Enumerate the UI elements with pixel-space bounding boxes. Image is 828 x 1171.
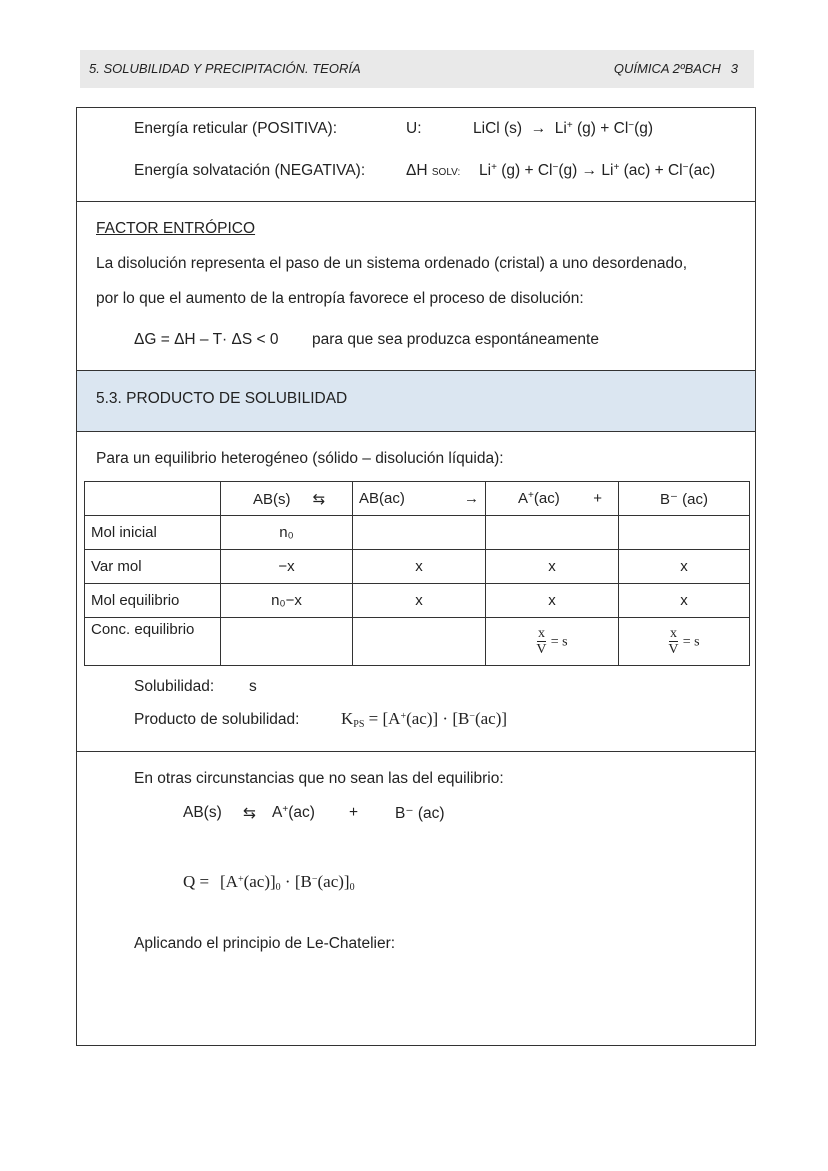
ksp-label: Producto de solubilidad: bbox=[134, 711, 300, 728]
reaction-arrow: ⇆ bbox=[243, 805, 256, 822]
fraction-denominator: V bbox=[668, 642, 679, 657]
gibbs-note: para que sea produzca espontáneamente bbox=[312, 331, 599, 348]
fraction bbox=[668, 626, 678, 657]
table-cell: n₀−x bbox=[221, 584, 353, 618]
header-cation bbox=[486, 482, 619, 516]
quotient-section bbox=[76, 751, 756, 1046]
table-cell: −x bbox=[221, 550, 353, 584]
reticular-equation: LiCl (s) → Li+ (g) + Cl−(g) bbox=[473, 120, 654, 137]
solubility-label: Solubilidad: bbox=[134, 678, 215, 695]
entropy-line-2: por lo que el aumento de la entropía favorece el proceso de disolución: bbox=[96, 290, 584, 307]
reticular-label: Energía reticular (POSITIVA): bbox=[134, 120, 337, 137]
table-cell: x bbox=[486, 550, 619, 584]
table-row bbox=[85, 550, 750, 584]
table-cell: x bbox=[486, 584, 619, 618]
table-cell bbox=[486, 516, 619, 550]
reaction-a-plus: A+(ac) bbox=[272, 804, 315, 821]
table-cell bbox=[353, 516, 486, 550]
solvation-delta-h: ΔH bbox=[406, 162, 428, 179]
header-a-plus: A+(ac) bbox=[518, 490, 560, 507]
table-cell: x bbox=[619, 584, 750, 618]
table-corner bbox=[85, 482, 221, 516]
solvation-symbol bbox=[406, 162, 460, 180]
header-ab-s: AB(s) bbox=[253, 490, 291, 508]
reaction-b-minus: B⁻ (ac) bbox=[395, 805, 445, 822]
equilibrium-arrow: ⇆ bbox=[312, 490, 326, 508]
table-cell bbox=[619, 516, 750, 550]
ksp-intro: Para un equilibrio heterogéneo (sólido – disolución líquida): bbox=[96, 450, 504, 467]
table-cell bbox=[353, 618, 486, 666]
page-header bbox=[80, 50, 754, 88]
header-ab-ac: AB(ac) bbox=[359, 490, 405, 507]
section-title-bar bbox=[76, 370, 756, 432]
q-expression: $[A^+(ac)]_0 \cdot [B^-(ac)]_0$ bbox=[220, 872, 355, 893]
header-anion: B⁻ (ac) bbox=[619, 482, 750, 516]
solvation-subscript: SOLV: bbox=[431, 167, 461, 178]
header-aqueous bbox=[353, 482, 486, 516]
table-cell: x bbox=[353, 550, 486, 584]
row-label: Mol equilibrio bbox=[85, 584, 221, 618]
ksp-expression: $K_{PS} = [A^+(ac)] \cdot [B^-(ac)]$ bbox=[341, 709, 508, 730]
header-subject: QUÍMICA 2ºBACH bbox=[613, 61, 721, 76]
header-plus: + bbox=[593, 490, 602, 507]
lechatelier-text: Aplicando el principio de Le-Chatelier: bbox=[134, 935, 396, 952]
table-cell: x bbox=[353, 584, 486, 618]
gibbs-formula: ΔG = ΔH – T· ΔS < 0 bbox=[134, 331, 279, 348]
equilibrium-table bbox=[84, 481, 750, 666]
reaction-plus: + bbox=[349, 804, 359, 821]
header-solid bbox=[221, 482, 353, 516]
table-row bbox=[85, 516, 750, 550]
reaction-ab: AB(s) bbox=[183, 804, 222, 821]
entropy-section bbox=[76, 201, 756, 371]
q-label: Q = bbox=[183, 872, 210, 891]
section-title: 5.3. PRODUCTO DE SOLUBILIDAD bbox=[96, 390, 348, 407]
row-label: Var mol bbox=[85, 550, 221, 584]
row-label: Conc. equilibrio bbox=[85, 618, 221, 666]
solvation-equation: Li+ (g) + Cl−(g) → Li+ (ac) + Cl−(ac) bbox=[479, 162, 716, 179]
table-cell: n₀ bbox=[221, 516, 353, 550]
fraction-equals: = s bbox=[550, 634, 568, 650]
fraction-denominator: V bbox=[536, 642, 547, 657]
energy-section bbox=[76, 107, 756, 202]
table-row bbox=[85, 584, 750, 618]
table-cell bbox=[221, 618, 353, 666]
entropy-line-1: La disolución representa el paso de un sistema ordenado (cristal) a uno desordenado, bbox=[96, 255, 688, 272]
fraction-numerator: x bbox=[669, 626, 677, 641]
table-cell: x bbox=[619, 550, 750, 584]
header-course bbox=[614, 61, 738, 76]
table-row bbox=[85, 618, 750, 666]
ksp-section bbox=[76, 431, 756, 752]
reticular-symbol: U: bbox=[406, 120, 422, 137]
conc-cell-anion bbox=[619, 618, 750, 666]
fraction-numerator: x bbox=[537, 626, 545, 641]
fraction-equals: = s bbox=[682, 634, 700, 650]
reaction-arrow: → bbox=[464, 490, 479, 507]
solvation-label: Energía solvatación (NEGATIVA): bbox=[134, 162, 366, 179]
entropy-title: FACTOR ENTRÓPICO bbox=[96, 220, 256, 237]
page-number: 3 bbox=[730, 61, 738, 76]
row-label: Mol inicial bbox=[85, 516, 221, 550]
header-chapter: 5. SOLUBILIDAD Y PRECIPITACIÓN. TEORÍA bbox=[89, 61, 361, 76]
fraction bbox=[536, 626, 546, 657]
solubility-value: s bbox=[249, 678, 257, 695]
conc-cell-cation bbox=[486, 618, 619, 666]
table-header-row bbox=[85, 482, 750, 516]
quotient-intro: En otras circunstancias que no sean las del equilibrio: bbox=[134, 770, 504, 787]
